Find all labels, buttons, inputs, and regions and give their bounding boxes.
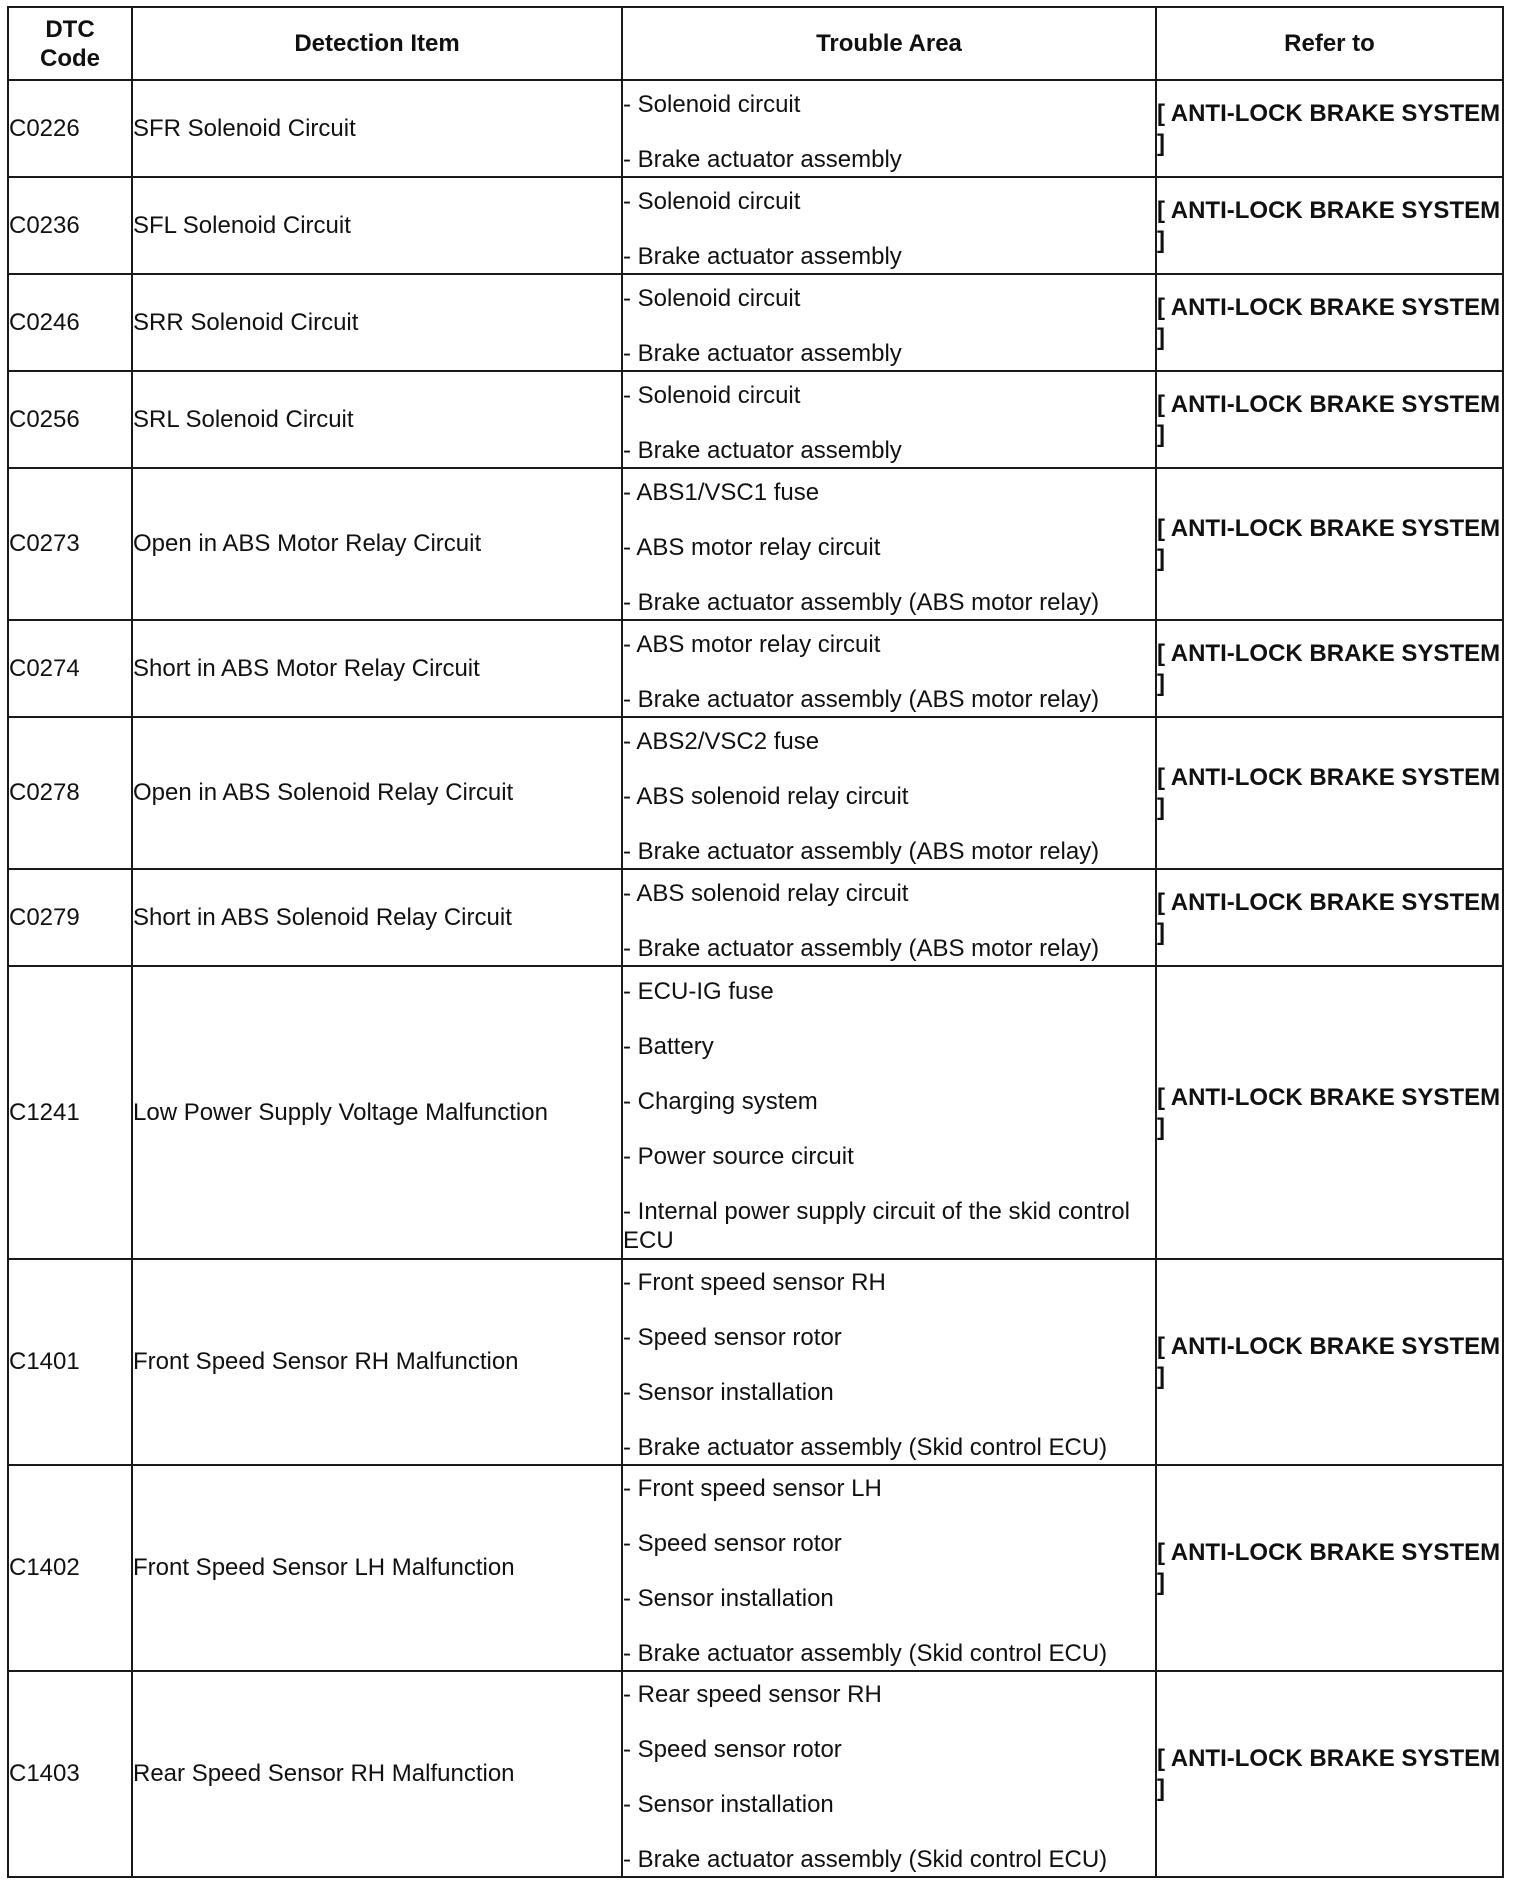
trouble-area-cell (622, 1465, 1156, 1671)
trouble-area-item: - Battery (623, 1032, 714, 1060)
trouble-area-cell (622, 371, 1156, 468)
header-refer-to: Refer to (1156, 7, 1503, 80)
trouble-area-item: - Front speed sensor LH (623, 1475, 882, 1502)
trouble-area-item: - Internal power supply circuit of the skid control ECU (623, 1197, 1130, 1254)
table-row (8, 274, 1503, 371)
trouble-area-item: - Charging system (623, 1087, 818, 1115)
trouble-area-list (623, 1262, 1155, 1462)
trouble-area-cell (622, 468, 1156, 620)
dtc-table-container (7, 6, 1502, 1878)
trouble-area-list (623, 971, 1155, 1255)
table-row (8, 620, 1503, 717)
trouble-area-cell (622, 1671, 1156, 1877)
trouble-area-cell (622, 177, 1156, 274)
trouble-area-item: - ABS motor relay circuit (623, 533, 881, 561)
trouble-area-item: - Sensor installation (623, 1379, 834, 1406)
trouble-area-item: - ABS1/VSC1 fuse (623, 478, 820, 506)
trouble-area-cell (622, 966, 1156, 1259)
table-row (8, 1465, 1503, 1671)
table-row (8, 966, 1503, 1259)
table-row (8, 468, 1503, 620)
header-detection-item: Detection Item (132, 7, 622, 80)
detection-item-cell: SRR Solenoid Circuit (132, 274, 622, 371)
dtc-code-cell: C0274 (8, 620, 132, 717)
header-trouble-area: Trouble Area (622, 7, 1156, 80)
trouble-area-cell (622, 274, 1156, 371)
dtc-code-cell: C0278 (8, 717, 132, 869)
trouble-area-list (623, 873, 1155, 963)
trouble-area-item: - Sensor installation (623, 1791, 834, 1818)
trouble-area-item: - Brake actuator assembly (ABS motor relay) (623, 588, 1100, 616)
detection-item-cell: SFL Solenoid Circuit (132, 177, 622, 274)
table-row (8, 717, 1503, 869)
refer-to-link[interactable]: [ ANTI-LOCK BRAKE SYSTEM ] (1156, 177, 1503, 274)
trouble-area-item: - ABS solenoid relay circuit (623, 879, 909, 907)
trouble-area-item: - ABS solenoid relay circuit (623, 782, 909, 810)
dtc-code-cell: C1402 (8, 1465, 132, 1671)
trouble-area-item: - Brake actuator assembly (Skid control ECU) (623, 1434, 1108, 1461)
dtc-code-cell: C0236 (8, 177, 132, 274)
table-body (8, 80, 1503, 1877)
trouble-area-item: - Speed sensor rotor (623, 1530, 842, 1557)
detection-item-cell: Front Speed Sensor LH Malfunction (132, 1465, 622, 1671)
detection-item-cell: Short in ABS Motor Relay Circuit (132, 620, 622, 717)
detection-item-cell: SFR Solenoid Circuit (132, 80, 622, 177)
trouble-area-item: - Rear speed sensor RH (623, 1681, 882, 1708)
trouble-area-item: - Solenoid circuit (623, 284, 801, 312)
dtc-code-cell: C0246 (8, 274, 132, 371)
trouble-area-item: - ECU-IG fuse (623, 977, 774, 1005)
dtc-code-cell: C1241 (8, 966, 132, 1259)
trouble-area-item: - Brake actuator assembly (Skid control ECU) (623, 1640, 1108, 1667)
refer-to-link[interactable]: [ ANTI-LOCK BRAKE SYSTEM ] (1156, 1465, 1503, 1671)
dtc-code-cell: C1403 (8, 1671, 132, 1877)
trouble-area-item: - Power source circuit (623, 1142, 854, 1170)
detection-item-cell: Rear Speed Sensor RH Malfunction (132, 1671, 622, 1877)
trouble-area-item: - ABS motor relay circuit (623, 630, 881, 658)
detection-item-cell: SRL Solenoid Circuit (132, 371, 622, 468)
trouble-area-item: - Solenoid circuit (623, 381, 801, 409)
dtc-code-cell: C0273 (8, 468, 132, 620)
table-row (8, 1259, 1503, 1465)
trouble-area-list (623, 1674, 1155, 1874)
detection-item-cell: Front Speed Sensor RH Malfunction (132, 1259, 622, 1465)
table-header-row (8, 7, 1503, 80)
dtc-code-cell: C0226 (8, 80, 132, 177)
table-row (8, 869, 1503, 966)
header-dtc-code: DTC Code (8, 7, 132, 80)
trouble-area-list (623, 624, 1155, 714)
trouble-area-item: - Sensor installation (623, 1585, 834, 1612)
trouble-area-list (623, 181, 1155, 271)
trouble-area-item: - Brake actuator assembly (623, 339, 902, 367)
trouble-area-item: - Brake actuator assembly (623, 436, 902, 464)
trouble-area-item: - Speed sensor rotor (623, 1324, 842, 1351)
trouble-area-item: - Brake actuator assembly (623, 145, 902, 173)
dtc-code-cell: C0279 (8, 869, 132, 966)
refer-to-link[interactable]: [ ANTI-LOCK BRAKE SYSTEM ] (1156, 468, 1503, 620)
detection-item-cell: Open in ABS Motor Relay Circuit (132, 468, 622, 620)
trouble-area-cell (622, 717, 1156, 869)
trouble-area-item: - Front speed sensor RH (623, 1269, 886, 1296)
detection-item-cell: Low Power Supply Voltage Malfunction (132, 966, 622, 1259)
trouble-area-cell (622, 80, 1156, 177)
refer-to-link[interactable]: [ ANTI-LOCK BRAKE SYSTEM ] (1156, 274, 1503, 371)
table-row (8, 1671, 1503, 1877)
refer-to-link[interactable]: [ ANTI-LOCK BRAKE SYSTEM ] (1156, 80, 1503, 177)
table-row (8, 177, 1503, 274)
trouble-area-list (623, 84, 1155, 174)
trouble-area-item: - Brake actuator assembly (ABS motor relay) (623, 685, 1100, 713)
trouble-area-list (623, 1468, 1155, 1668)
table-row (8, 80, 1503, 177)
trouble-area-list (623, 278, 1155, 368)
table-row (8, 371, 1503, 468)
dtc-code-cell: C1401 (8, 1259, 132, 1465)
refer-to-link[interactable]: [ ANTI-LOCK BRAKE SYSTEM ] (1156, 1671, 1503, 1877)
trouble-area-item: - ABS2/VSC2 fuse (623, 727, 820, 755)
trouble-area-item: - Speed sensor rotor (623, 1736, 842, 1763)
detection-item-cell: Open in ABS Solenoid Relay Circuit (132, 717, 622, 869)
detection-item-cell: Short in ABS Solenoid Relay Circuit (132, 869, 622, 966)
trouble-area-item: - Solenoid circuit (623, 90, 801, 118)
trouble-area-list (623, 375, 1155, 465)
trouble-area-item: - Brake actuator assembly (ABS motor relay) (623, 934, 1100, 962)
refer-to-link[interactable]: [ ANTI-LOCK BRAKE SYSTEM ] (1156, 620, 1503, 717)
refer-to-link[interactable]: [ ANTI-LOCK BRAKE SYSTEM ] (1156, 717, 1503, 869)
refer-to-link[interactable]: [ ANTI-LOCK BRAKE SYSTEM ] (1156, 1259, 1503, 1465)
refer-to-link[interactable]: [ ANTI-LOCK BRAKE SYSTEM ] (1156, 966, 1503, 1259)
refer-to-link[interactable]: [ ANTI-LOCK BRAKE SYSTEM ] (1156, 371, 1503, 468)
dtc-table (7, 6, 1504, 1878)
refer-to-link[interactable]: [ ANTI-LOCK BRAKE SYSTEM ] (1156, 869, 1503, 966)
trouble-area-item: - Brake actuator assembly (Skid control ECU) (623, 1846, 1108, 1873)
trouble-area-item: - Solenoid circuit (623, 187, 801, 215)
trouble-area-cell (622, 620, 1156, 717)
trouble-area-cell (622, 1259, 1156, 1465)
trouble-area-item: - Brake actuator assembly (ABS motor relay) (623, 837, 1100, 865)
trouble-area-item: - Brake actuator assembly (623, 242, 902, 270)
trouble-area-cell (622, 869, 1156, 966)
dtc-code-cell: C0256 (8, 371, 132, 468)
trouble-area-list (623, 472, 1155, 617)
trouble-area-list (623, 721, 1155, 866)
